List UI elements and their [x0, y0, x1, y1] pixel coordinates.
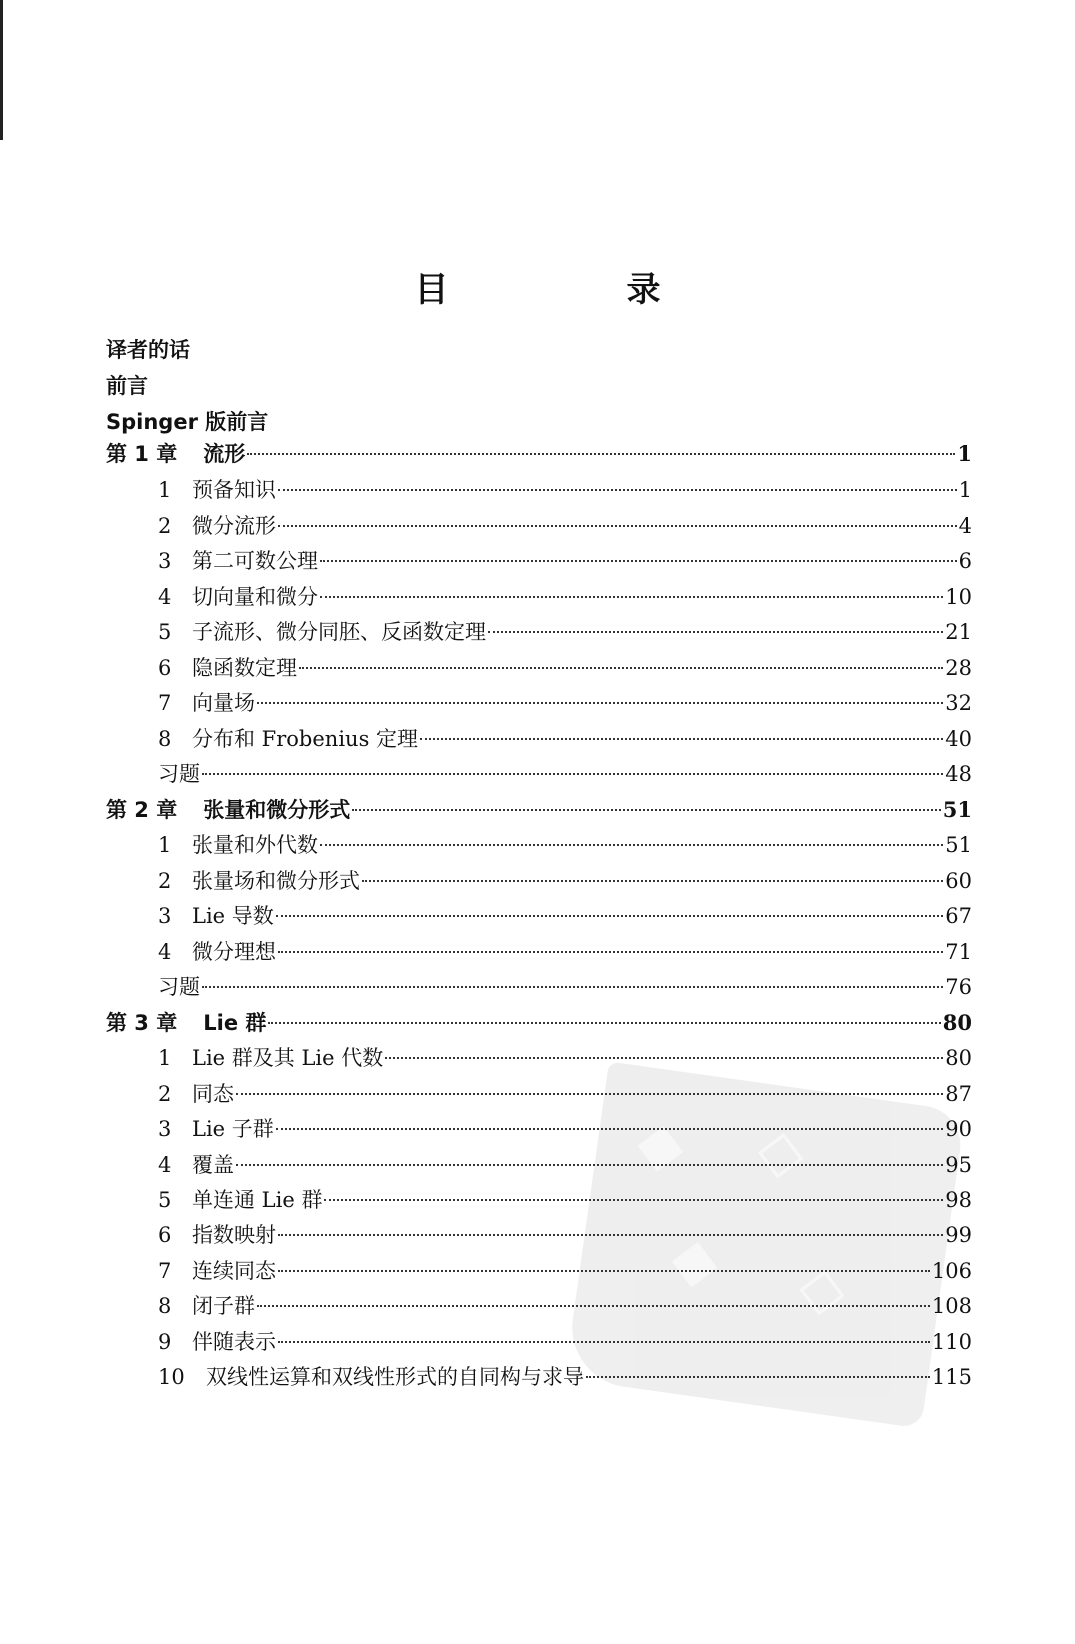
section-title: 预备知识: [192, 478, 276, 502]
page-number: 32: [945, 691, 972, 715]
toc-section[interactable]: [106, 1219, 972, 1251]
dot-leader: [278, 1234, 943, 1236]
section-title: 分布和 Frobenius 定理: [192, 727, 419, 751]
dot-leader: [385, 1057, 943, 1059]
page-number: 71: [945, 940, 972, 964]
section-title: Lie 子群: [192, 1117, 274, 1141]
section-number: 8: [158, 727, 172, 751]
section-title: 微分流形: [192, 514, 276, 538]
section-title: 第二可数公理: [192, 549, 318, 573]
section-title: Lie 导数: [192, 904, 274, 928]
toc-section[interactable]: [106, 1078, 972, 1110]
page-number: 51: [942, 797, 972, 822]
section-number: 1: [158, 1046, 172, 1070]
dot-leader: [362, 880, 943, 882]
toc-section[interactable]: [106, 900, 972, 932]
page-number: 67: [945, 904, 972, 928]
page-number: 51: [945, 833, 972, 857]
front-matter-springer-preface[interactable]: Spinger 版前言: [106, 410, 269, 434]
section-number: 3: [158, 1117, 172, 1141]
toc-section[interactable]: [106, 581, 972, 613]
page-number: 110: [931, 1330, 972, 1354]
toc-section[interactable]: [106, 1290, 972, 1322]
page-number: 99: [945, 1223, 972, 1247]
section-title: 连续同态: [192, 1259, 276, 1283]
page-number: 10: [945, 585, 972, 609]
dot-leader: [420, 738, 943, 740]
dot-leader: [278, 489, 957, 491]
toc-section[interactable]: [106, 865, 972, 897]
page-number: 1: [957, 441, 972, 466]
dot-leader: [278, 951, 943, 953]
page-number: 115: [931, 1365, 972, 1389]
exercises-title: 习题: [158, 762, 200, 786]
toc-section[interactable]: [106, 652, 972, 684]
dot-leader: [268, 1022, 940, 1024]
section-title: 伴随表示: [192, 1330, 276, 1354]
section-title: 闭子群: [192, 1294, 255, 1318]
page-number: 28: [945, 656, 972, 680]
chapter-number: 第 2 章: [106, 798, 178, 822]
page-number: 1: [958, 478, 972, 502]
section-title: 双线性运算和双线性形式的自同构与求导: [206, 1365, 584, 1389]
section-number: 3: [158, 549, 172, 573]
section-title: 切向量和微分: [192, 585, 318, 609]
page-number: 80: [945, 1046, 972, 1070]
dot-leader: [236, 1164, 943, 1166]
page-number: 98: [945, 1188, 972, 1212]
dot-leader: [257, 702, 943, 704]
toc-section[interactable]: [106, 723, 972, 755]
page-number: 76: [945, 975, 972, 999]
chapter-number: 第 1 章: [106, 442, 178, 466]
toc-exercises[interactable]: [106, 971, 972, 1003]
section-title: 子流形、微分同胚、反函数定理: [192, 620, 486, 644]
front-matter-translator-note[interactable]: 译者的话: [106, 338, 190, 362]
section-number: 1: [158, 478, 172, 502]
toc-section[interactable]: [106, 510, 972, 542]
chapter-number: 第 3 章: [106, 1011, 178, 1035]
page-number: 40: [945, 727, 972, 751]
dot-leader: [586, 1376, 930, 1378]
toc-section[interactable]: [106, 1149, 972, 1181]
page-number: 90: [945, 1117, 972, 1141]
page-number: 6: [958, 549, 972, 573]
toc-section[interactable]: [106, 936, 972, 968]
section-number: 7: [158, 1259, 172, 1283]
toc-section[interactable]: [106, 1113, 972, 1145]
dot-leader: [278, 1270, 930, 1272]
exercises-title: 习题: [158, 975, 200, 999]
toc-section[interactable]: [106, 1255, 972, 1287]
page-number: 60: [945, 869, 972, 893]
toc-chapter-1[interactable]: [106, 438, 972, 470]
section-number: 2: [158, 514, 172, 538]
dot-leader: [299, 667, 943, 669]
section-number: 1: [158, 833, 172, 857]
toc-section[interactable]: [106, 1042, 972, 1074]
section-number: 6: [158, 1223, 172, 1247]
toc-exercises[interactable]: [106, 758, 972, 790]
section-number: 2: [158, 869, 172, 893]
page-number: 108: [931, 1294, 972, 1318]
section-number: 3: [158, 904, 172, 928]
toc-section[interactable]: [106, 687, 972, 719]
toc-section[interactable]: [106, 1326, 972, 1358]
library-stamp-watermark: ◆ ◇ ◆ ◇: [564, 1062, 965, 1429]
dot-leader: [352, 809, 941, 811]
page-number: 87: [945, 1082, 972, 1106]
page-title: 目 录: [414, 270, 733, 310]
dot-leader: [202, 773, 943, 775]
page-edge-rule: [0, 0, 3, 140]
chapter-title: 流形: [203, 442, 246, 466]
section-number: 4: [158, 1153, 172, 1177]
chapter-title: 张量和微分形式: [203, 798, 351, 822]
dot-leader: [236, 1093, 943, 1095]
section-number: 7: [158, 691, 172, 715]
section-number: 4: [158, 585, 172, 609]
toc-section[interactable]: [106, 1184, 972, 1216]
toc-section[interactable]: [106, 1361, 972, 1393]
dot-leader: [247, 453, 955, 455]
toc-chapter-2[interactable]: [106, 794, 972, 826]
dot-leader: [276, 915, 944, 917]
dot-leader: [278, 525, 957, 527]
dot-leader: [276, 1128, 944, 1130]
section-number: 10: [158, 1365, 185, 1389]
section-number: 4: [158, 940, 172, 964]
toc-section[interactable]: [106, 474, 972, 506]
page-number: 80: [942, 1010, 972, 1035]
dot-leader: [324, 1199, 943, 1201]
page-number: 106: [931, 1259, 972, 1283]
dot-leader: [320, 560, 957, 562]
section-title: 单连通 Lie 群: [192, 1188, 323, 1212]
page-number: 95: [945, 1153, 972, 1177]
section-title: 隐函数定理: [192, 656, 297, 680]
chapter-title: Lie 群: [203, 1011, 267, 1035]
toc-section[interactable]: [106, 829, 972, 861]
dot-leader: [257, 1305, 930, 1307]
dot-leader: [278, 1341, 930, 1343]
page-number: 4: [958, 514, 972, 538]
page-number: 48: [945, 762, 972, 786]
section-title: 张量和外代数: [192, 833, 318, 857]
section-title: 指数映射: [192, 1223, 276, 1247]
page-number: 21: [945, 620, 972, 644]
dot-leader: [320, 844, 943, 846]
front-matter-preface[interactable]: 前言: [106, 374, 148, 398]
dot-leader: [202, 986, 943, 988]
section-number: 9: [158, 1330, 172, 1354]
section-number: 8: [158, 1294, 172, 1318]
dot-leader: [320, 596, 943, 598]
toc-chapter-3[interactable]: [106, 1007, 972, 1039]
section-title: 覆盖: [192, 1153, 234, 1177]
section-number: 2: [158, 1082, 172, 1106]
section-number: 5: [158, 1188, 172, 1212]
section-title: 微分理想: [192, 940, 276, 964]
section-title: Lie 群及其 Lie 代数: [192, 1046, 384, 1070]
section-title: 同态: [192, 1082, 234, 1106]
dot-leader: [488, 631, 943, 633]
section-number: 6: [158, 656, 172, 680]
toc-section[interactable]: [106, 545, 972, 577]
section-title: 向量场: [192, 691, 255, 715]
toc-section[interactable]: [106, 616, 972, 648]
section-title: 张量场和微分形式: [192, 869, 360, 893]
section-number: 5: [158, 620, 172, 644]
